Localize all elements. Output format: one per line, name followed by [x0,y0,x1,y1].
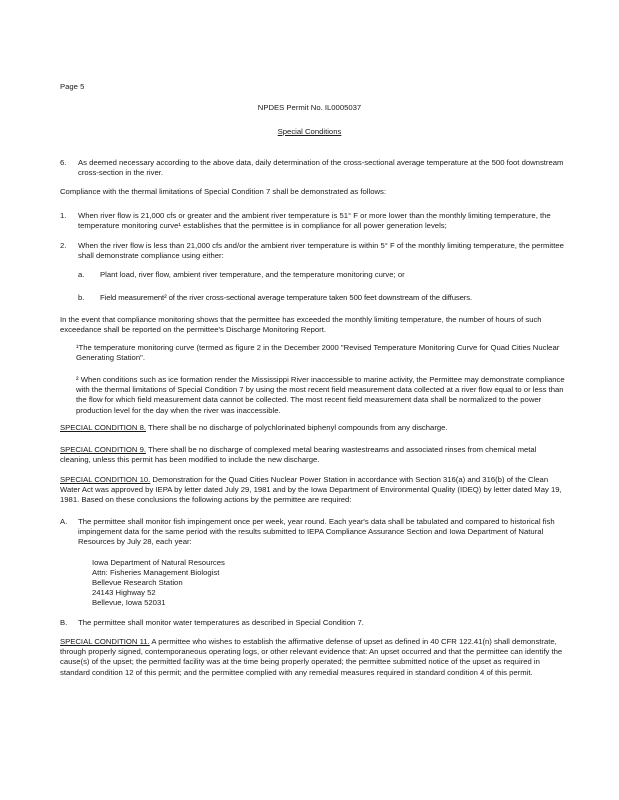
compliance-intro: Compliance with the thermal limitations of Special Condition 7 shall be demonstrated as follows: [60,187,387,196]
item-1-number: 1. [60,211,67,220]
sc10-text: Demonstration for the Quad Cities Nuclear Power Station in accordance with Section 316(a) and 316(b) of the Clean Water Act was approved by IEPA by letter dated July 29, 1981 and by the Iowa Department of Environmental Quality (IDEQ) by letter dated May 19, 1981. Based on these conclusions the following actions by the permittee are required: [60,475,562,505]
exceedance-paragraph: In the event that compliance monitoring shows that the permittee has exceeded the monthly limiting temperature, the number of hours of such exceedance shall be reported on the permittee's Discharge Monitoring Report. [60,315,542,335]
item-b-label: B. [60,618,68,627]
sc11-label: SPECIAL CONDITION 11. [60,637,150,646]
address-line: Bellevue Research Station [92,578,183,587]
item-6-number: 6. [60,158,67,167]
sc9-text: There shall be no discharge of complexed metal bearing wastestreams and associated rinses from chemical metal cleaning, unless this permit has been modified to include the new discharge. [60,445,537,465]
item-a-text: The permittee shall monitor fish impingement once per week, year round. Each year's data shall be tabulated and compared to historical fish impingement data for the same period with the results submitted to IEPA Compliance Assurance Section and Iowa Department of Natural Resources by July 28, each year: [78,517,555,547]
special-condition-11 [60,637,569,678]
address-line: Attn: Fisheries Management Biologist [92,568,220,577]
item-1-text: When river flow is 21,000 cfs or greater and the ambient river temperature is 51° F or more lower than the monthly limiting temperature, the temperature monitoring curve¹ establishes that the permittee is in compliance for all power generation levels; [78,211,551,231]
item-2-text: When the river flow is less than 21,000 cfs and/or the ambient river temperature is within 5° F of the monthly limiting temperature, the permittee shall demonstrate compliance using either: [78,241,564,261]
sc11-text: A permittee who wishes to establish the affirmative defense of upset as defined in 40 CFR 122.41(n) shall demonstrate, through properly signed, contemporaneous operating logs, or other relevant evidence that: An upset occurred and that the permittee can identify the cause(s) of the upset; the permitted facility was at the time being properly operated; the permittee submitted notice of the upset as required in standard condition 12 of this permit; and the permittee complied with any remedial measures required in standard condition 4 of this permit. [60,637,563,677]
section-title: Special Conditions [277,127,342,136]
special-condition-10 [60,475,569,506]
special-condition-9 [60,445,569,465]
item-2-number: 2. [60,241,67,250]
footnote-1: ¹The temperature monitoring curve (termed as figure 2 in the December 2000 "Revised Temperature Monitoring Curve for Quad Cities Nuclear Generating Station". [76,343,560,363]
sc10-label: SPECIAL CONDITION 10. [60,475,151,484]
item-2b-label: b. [78,293,85,302]
address-line: 24143 Highway 52 [92,588,156,597]
item-a-label: A. [60,517,68,526]
item-2a-label: a. [78,270,85,279]
item-2a-text: Plant load, river flow, ambient river temperature, and the temperature monitoring curve; or [100,270,405,279]
permit-title: NPDES Permit No. IL0005037 [257,103,362,112]
special-condition-8 [60,423,569,433]
item-b-text: The permittee shall monitor water temperatures as described in Special Condition 7. [78,618,364,627]
address-line: Bellevue, Iowa 52031 [92,598,166,607]
address-block [92,558,225,608]
footnote-2: ² When conditions such as ice formation render the Mississippi River inaccessible to marine activity, the Permittee may demonstrate compliance with the thermal limitations of Special Condition 7 by using the most recent field measurement data collected at a river flow equal to or less than the flow for which field measurement data cannot be collected. The most recent field measurement data shall be normalized to the power production level for the day when the river was inaccessible. [76,375,565,415]
page-number: Page 5 [60,82,85,91]
sc8-text: There shall be no discharge of polychlorinated biphenyl compounds from any discharge. [146,423,448,432]
sc8-label: SPECIAL CONDITION 8. [60,423,147,432]
item-6-text: As deemed necessary according to the above data, daily determination of the cross-sectional average temperature at the 500 foot downstream cross-section in the river. [78,158,564,178]
item-2b-text: Field measurement² of the river cross-sectional average temperature taken 500 feet downstream of the diffusers. [100,293,473,302]
sc9-label: SPECIAL CONDITION 9. [60,445,147,454]
address-line: Iowa Department of Natural Resources [92,558,225,567]
